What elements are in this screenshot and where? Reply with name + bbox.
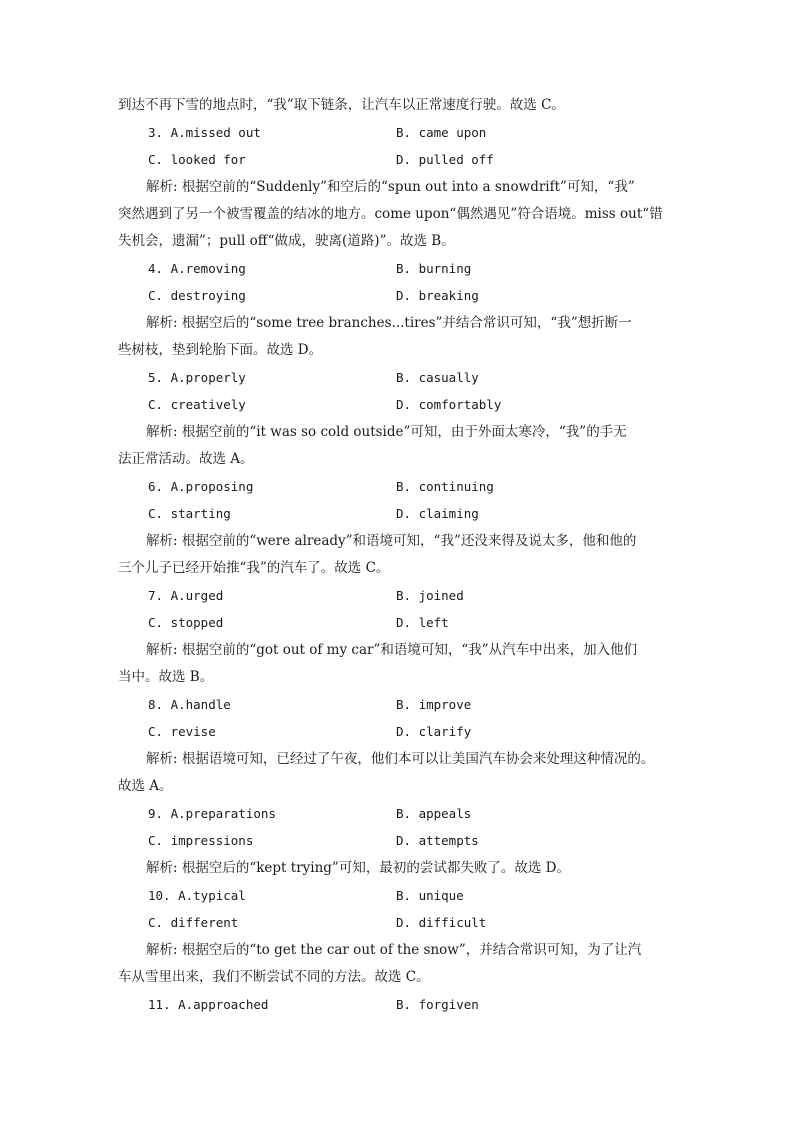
option-c: C. starting xyxy=(148,506,231,521)
explanation-line: 当中。故选 B。 xyxy=(118,669,214,685)
option-a: 7. A.urged xyxy=(148,588,224,603)
explanation-line: 些树枝，垫到轮胎下面。故选 D。 xyxy=(118,342,323,358)
explanation-line: 解析: 根据空前的“were already”和语境可知，“我”还没来得及说太多，他和他的 xyxy=(146,533,637,549)
explanation-line: 失机会，遗漏”；pull off“做成，驶离(道路)”。故选 B。 xyxy=(118,233,455,249)
option-b: B. appeals xyxy=(396,806,472,821)
option-d: D. comfortably xyxy=(396,397,502,412)
explanation-line: 解析: 根据空后的“some tree branches...tires”并结合常识可知，“我”想折断一 xyxy=(146,315,632,331)
option-b: B. casually xyxy=(396,370,479,385)
option-c: C. destroying xyxy=(148,288,246,303)
option-d: D. attempts xyxy=(396,833,479,848)
option-a: 11. A.approached xyxy=(148,997,269,1012)
explanation-line: 法正常活动。故选 A。 xyxy=(118,451,254,467)
option-b: B. forgiven xyxy=(396,997,479,1012)
option-c: C. creatively xyxy=(148,397,246,412)
option-c: C. revise xyxy=(148,724,216,739)
option-d: D. breaking xyxy=(396,288,479,303)
option-a: 10. A.typical xyxy=(148,888,246,903)
option-a: 5. A.properly xyxy=(148,370,246,385)
option-d: D. claiming xyxy=(396,506,479,521)
explanation-line: 突然遇到了另一个被雪覆盖的结冰的地方。come upon“偶然遇见”符合语境。miss out“错 xyxy=(118,206,663,222)
explanation-line: 解析: 根据空前的“got out of my car”和语境可知，“我”从汽车中出来，加入他们 xyxy=(146,642,638,658)
option-b: B. unique xyxy=(396,888,464,903)
explanation-line: 三个儿子已经开始推“我”的汽车了。故选 C。 xyxy=(118,560,390,576)
option-b: B. improve xyxy=(396,697,472,712)
option-d: D. left xyxy=(396,615,449,630)
option-a: 4. A.removing xyxy=(148,261,246,276)
explanation-line: 解析: 根据空前的“Suddenly”和空后的“spun out into a snowdrift”可知，“我” xyxy=(146,179,635,195)
option-d: D. clarify xyxy=(396,724,472,739)
option-d: D. pulled off xyxy=(396,152,494,167)
option-c: C. impressions xyxy=(148,833,254,848)
explanation-line: 解析: 根据空后的“kept trying”可知，最初的尝试都失败了。故选 D。 xyxy=(146,860,570,876)
option-c: C. stopped xyxy=(148,615,224,630)
option-b: B. joined xyxy=(396,588,464,603)
option-a: 3. A.missed out xyxy=(148,125,261,140)
explanation-line: 解析: 根据空前的“it was so cold outside”可知，由于外面太寒冷，“我”的手无 xyxy=(146,424,627,440)
explanation-line: 车从雪里出来，我们不断尝试不同的方法。故选 C。 xyxy=(118,969,430,985)
explanation-line: 解析: 根据空后的“to get the car out of the snow”，并结合常识可知，为了让汽 xyxy=(146,942,642,958)
option-b: B. burning xyxy=(396,261,472,276)
option-b: B. came upon xyxy=(396,125,487,140)
option-b: B. continuing xyxy=(396,479,494,494)
intro-text: 到达不再下雪的地点时，“我”取下链条，让汽车以正常速度行驶。故选 C。 xyxy=(118,97,565,113)
explanation-line: 解析: 根据语境可知，已经过了午夜，他们本可以让美国汽车协会来处理这种情况的。 xyxy=(146,751,655,767)
option-c: C. looked for xyxy=(148,152,246,167)
option-a: 8. A.handle xyxy=(148,697,231,712)
option-a: 6. A.proposing xyxy=(148,479,254,494)
explanation-line: 故选 A。 xyxy=(118,778,173,794)
option-a: 9. A.preparations xyxy=(148,806,276,821)
option-d: D. difficult xyxy=(396,915,487,930)
option-c: C. different xyxy=(148,915,239,930)
